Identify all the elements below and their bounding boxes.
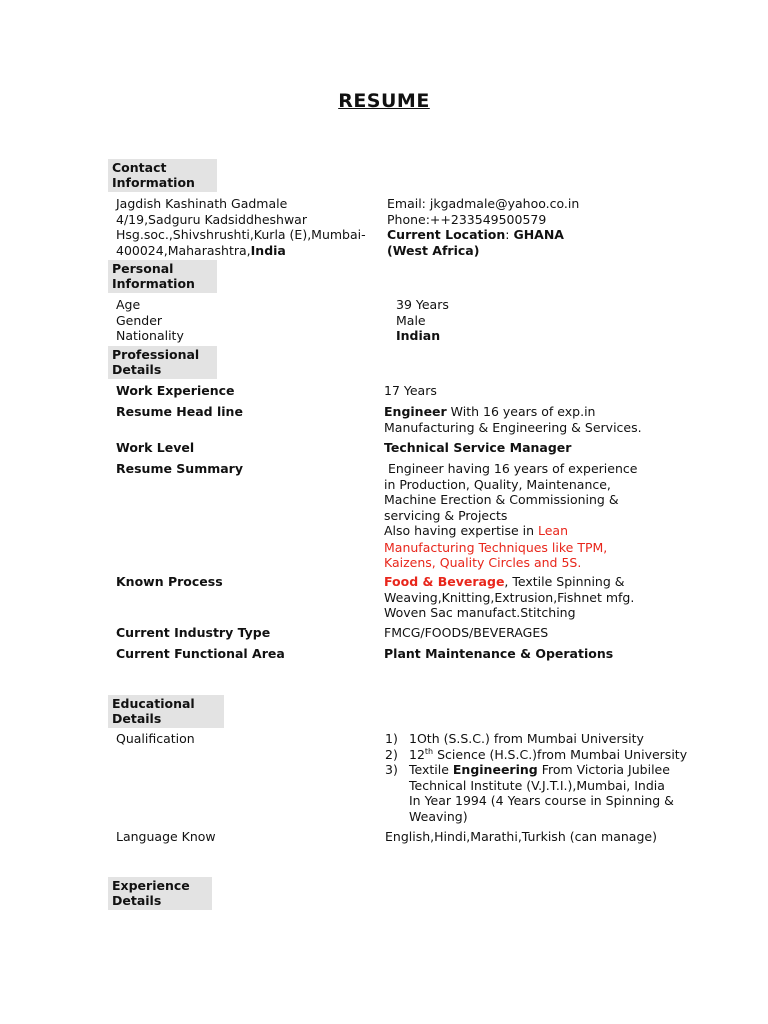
personal-value-gender: Male — [396, 312, 426, 328]
address-line: Hsg.soc.,Shivshrushti,Kurla (E),Mumbai- — [116, 227, 366, 242]
address-line: 4/19,Sadguru Kadsiddheshwar — [116, 211, 307, 227]
contact-location-region: (West Africa) — [387, 242, 480, 258]
label-functional-area: Current Functional Area — [116, 646, 285, 661]
label-work-experience: Work Experience — [116, 383, 235, 398]
contact-phone: Phone:++233549500579 — [387, 211, 547, 227]
value-resume-summary: Engineer having 16 years of experience in Production, Quality, Maintenance, Machine Erection & Commissioning & servicing & Projects Also having expertise in Lean Manufacturing Techniques like TPM, Kaizens, Quality Circles and 5S. — [384, 461, 638, 570]
contact-email: Email: jkgadmale@yahoo.co.in — [387, 196, 580, 211]
personal-label-gender: Gender — [116, 312, 163, 328]
qualification-list — [385, 731, 715, 824]
value-known-process: Food & Beverage, Textile Spinning & Weaving,Knitting,Extrusion,Fishnet mfg. Woven Sac manufact.Stitching — [384, 574, 635, 620]
label-language: Language Know — [116, 829, 216, 844]
personal-labels — [116, 297, 184, 344]
value-industry-type: FMCG/FOODS/BEVERAGES — [384, 625, 549, 640]
label-resume-summary: Resume Summary — [116, 461, 243, 476]
contact-location: Current Location: GHANA — [387, 227, 564, 242]
label-known-process: Known Process — [116, 574, 223, 589]
address-line: 400024,Maharashtra,India — [116, 242, 286, 258]
label-industry-type: Current Industry Type — [116, 625, 271, 640]
page-title: RESUME — [338, 90, 430, 112]
personal-value-age: 39 Years — [396, 297, 449, 312]
contact-name: Jagdish Kashinath Gadmale — [116, 196, 288, 211]
personal-value-nationality: Indian — [396, 328, 441, 343]
label-work-level: Work Level — [116, 440, 195, 455]
value-language: English,Hindi,Marathi,Turkish (can manage) — [385, 829, 657, 844]
value-work-level: Technical Service Manager — [384, 440, 572, 455]
personal-label-nationality: Nationality — [116, 328, 184, 343]
contact-address — [116, 196, 366, 258]
value-resume-headline: Engineer With 16 years of exp.in Manufacturing & Engineering & Services. — [384, 404, 642, 435]
value-functional-area: Plant Maintenance & Operations — [384, 646, 614, 661]
label-resume-headline: Resume Head line — [116, 404, 243, 419]
personal-label-age: Age — [116, 297, 141, 312]
section-header-professional: Professional Details — [108, 346, 217, 379]
personal-values — [396, 297, 449, 344]
list-item: 3) Textile Engineering From Victoria Jubilee Technical Institute (V.J.T.I.),Mumbai, India In Year 1994 (4 Years course in Spinning & Weaving) — [385, 762, 674, 824]
list-item: 1) 1Oth (S.S.C.) from Mumbai University — [385, 731, 644, 746]
section-header-experience: Experience Details — [108, 877, 212, 910]
label-qualification: Qualification — [116, 731, 195, 746]
value-work-experience: 17 Years — [384, 383, 437, 398]
list-item: 2) 12th Science (H.S.C.)from Mumbai University — [385, 746, 688, 762]
contact-details — [387, 196, 579, 258]
section-header-personal: Personal Information — [108, 260, 217, 293]
section-header-contact: Contact Information — [108, 159, 217, 192]
section-header-education: Educational Details — [108, 695, 224, 728]
